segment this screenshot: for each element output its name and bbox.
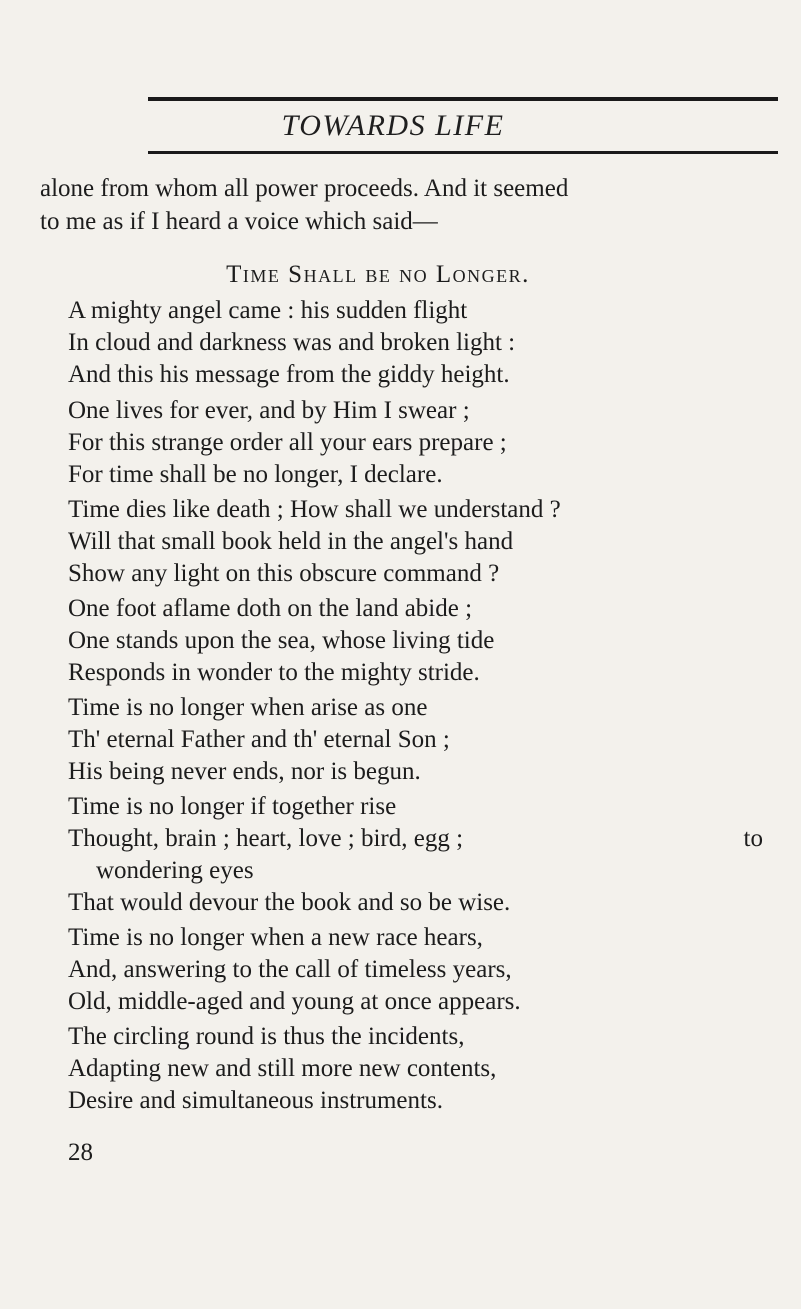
poem-line: A mighty angel came : his sudden flight xyxy=(68,297,468,324)
poem-line: For time shall be no longer, I declare. xyxy=(68,461,443,488)
stanza xyxy=(68,1021,788,1117)
poem-line: Time is no longer if together rise xyxy=(68,793,397,820)
poem-line: Time is no longer when a new race hears, xyxy=(68,924,483,951)
poem-line: Th' eternal Father and th' eternal Son ; xyxy=(68,726,450,753)
poem-line: Will that small book held in the angel's hand xyxy=(68,528,514,555)
poem-line: Show any light on this obscure command ? xyxy=(68,560,500,587)
poem-line: Time is no longer when arise as one xyxy=(68,694,428,721)
poem-line: And this his message from the giddy height. xyxy=(68,361,510,388)
poem-line: Adapting new and still more new contents, xyxy=(68,1055,497,1082)
stanza xyxy=(68,494,788,590)
poem-line: Time dies like death ; How shall we understand ? xyxy=(68,496,561,523)
stanza xyxy=(68,692,788,788)
poem-line: The circling round is thus the incidents, xyxy=(68,1023,465,1050)
stanza xyxy=(68,922,788,1018)
poem-line: His being never ends, nor is begun. xyxy=(68,758,421,785)
poem-line: That would devour the book and so be wise. xyxy=(68,889,511,916)
header-rule-bottom xyxy=(148,151,778,154)
intro-line: alone from whom all power proceeds. And it seemed xyxy=(40,175,569,202)
poem-line: And, answering to the call of timeless years, xyxy=(68,956,512,983)
poem-line-part: Thought, brain ; heart, love ; bird, egg ; xyxy=(68,825,464,852)
stanza xyxy=(68,295,788,391)
poem-line: In cloud and darkness was and broken light : xyxy=(68,329,516,356)
poem-line: One stands upon the sea, whose living tide xyxy=(68,627,495,654)
poem-line: One foot aflame doth on the land abide ; xyxy=(68,595,473,622)
running-head: TOWARDS LIFE xyxy=(281,109,505,142)
stanza xyxy=(68,395,788,491)
poem-line-overrun xyxy=(68,823,763,855)
header-rule-top xyxy=(148,97,778,101)
stanza xyxy=(68,791,788,919)
intro-line: to me as if I heard a voice which said— xyxy=(40,208,438,235)
stanza xyxy=(68,593,788,689)
intro-paragraph xyxy=(40,172,790,238)
poem-line: Responds in wonder to the mighty stride. xyxy=(68,659,480,686)
page-number: 28 xyxy=(68,1139,93,1166)
poem-line: For this strange order all your ears prepare ; xyxy=(68,429,507,456)
poem-line-part: to xyxy=(743,825,763,852)
poem-line: Desire and simultaneous instruments. xyxy=(68,1087,443,1114)
poem-line-turnover: wondering eyes xyxy=(96,857,254,884)
poem-line: Old, middle-aged and young at once appears. xyxy=(68,988,521,1015)
poem-title: Time Shall be no Longer. xyxy=(226,261,530,288)
poem-line: One lives for ever, and by Him I swear ; xyxy=(68,397,470,424)
